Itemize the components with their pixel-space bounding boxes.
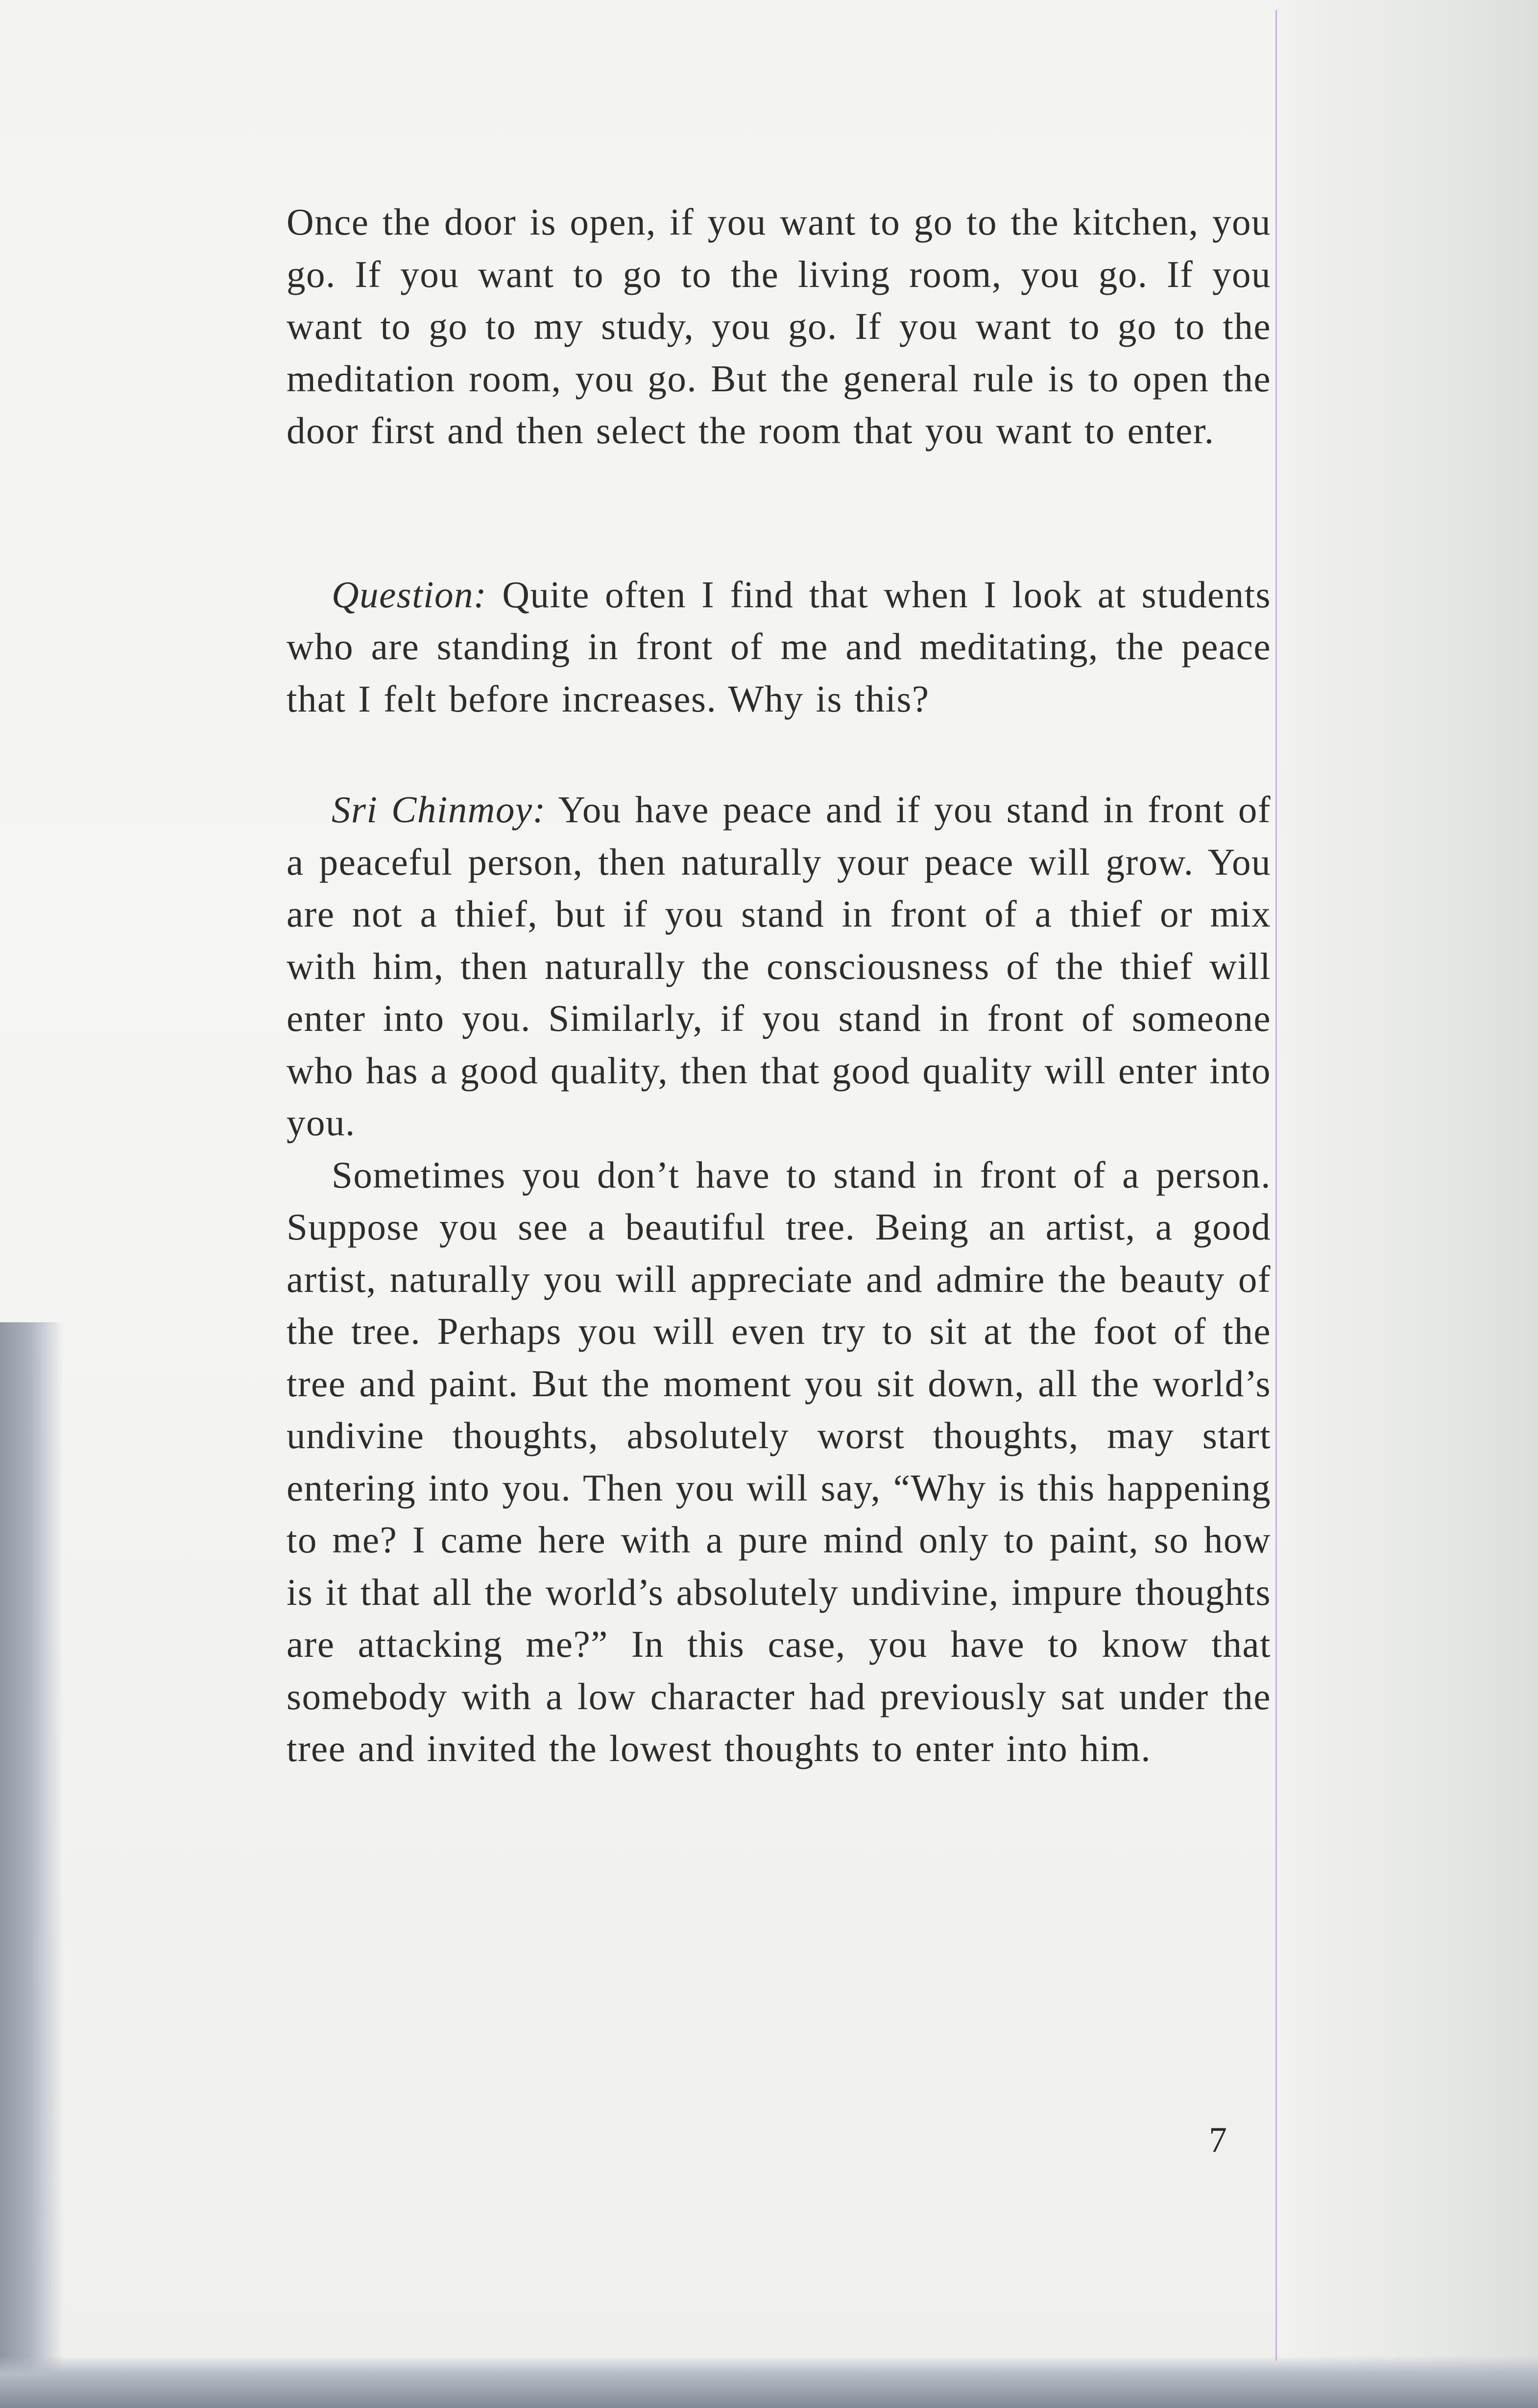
answer-speaker-label: Sri Chinmoy: (332, 788, 546, 831)
page-number: 7 (1209, 2120, 1227, 2160)
paragraph-text: Once the door is open, if you want to go to the kitchen, you go. If you want to go to the living room, you go. If you want to go to my study, you go. If you want to go to the meditation room, you go. But the general rule is to open the door first and then select the room that you want to enter. (287, 201, 1271, 452)
section-gap (287, 725, 1271, 784)
question-text: Quite often I find that when I look at students who are standing in front of me and meditating, the peace that I felt before increases. Why is this? (287, 573, 1271, 720)
paragraph-question (287, 569, 1271, 725)
page-trim-line (1275, 10, 1277, 2360)
scan-shadow-left (0, 1322, 64, 2408)
question-speaker-label: Question: (332, 573, 487, 616)
page-body (287, 196, 1271, 1775)
paragraph-tree (287, 1149, 1271, 1775)
right-margin (1278, 0, 1538, 2408)
paragraph-text: Sometimes you don’t have to stand in front of a person. Suppose you see a beautiful tree. Being an artist, a good artist, naturally you will appreciate and admire the beauty of the tree. Perhaps you will even try to sit at the foot of the tree and paint. But the moment you sit down, all the world’s undivine thoughts, absolutely worst thoughts, may start entering into you. Then you will say, “Why is this happening to me? I came here with a pure mind only to paint, so how is it that all the world’s absolutely undivine, impure thoughts are attacking me?” In this case, you have to know that somebody with a low character had previously sat under the tree and invited the lowest thoughts to enter into him. (287, 1153, 1271, 1769)
scan-shadow-bottom (0, 2356, 1538, 2408)
paragraph-door-open (287, 196, 1271, 457)
answer-text: You have peace and if you stand in front of a peaceful person, then naturally your peace will grow. You are not a thief, but if you stand in front of a thief or mix with him, then naturally the consciousness of the thief will enter into you. Similarly, if you stand in front of someone who has a good quality, then that good quality will enter into you. (287, 788, 1271, 1144)
section-gap (287, 457, 1271, 569)
paragraph-answer (287, 784, 1271, 1149)
